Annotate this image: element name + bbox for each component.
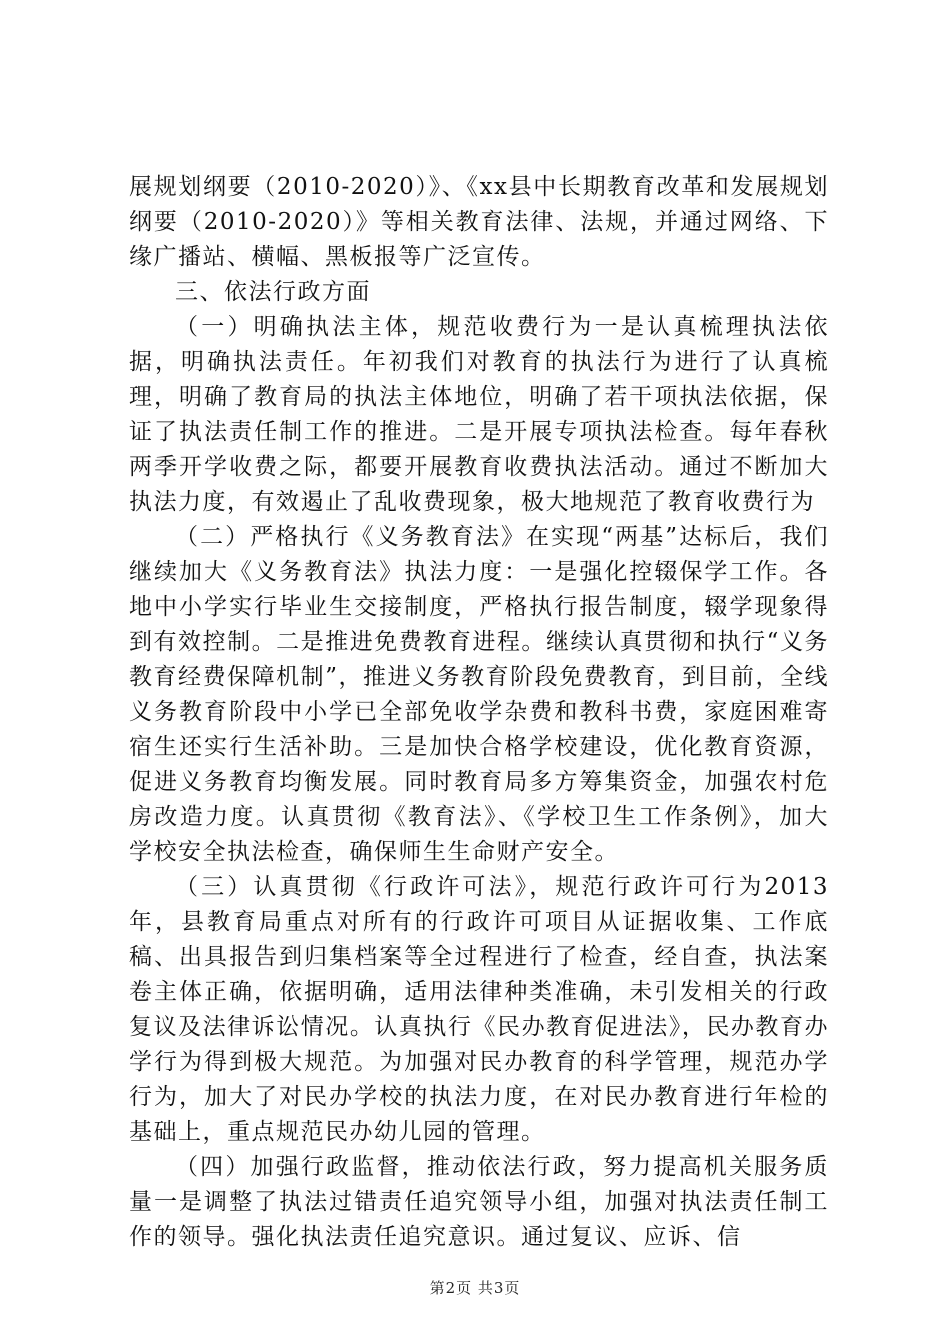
document-body — [129, 170, 829, 1255]
paragraph-item-4: （四）加强行政监督，推动依法行政，努力提高机关服务质量一是调整了执法过错责任追究领导小组，加强对执法责任制工作的领导。强化执法责任追究意识。通过复议、应诉、信 — [129, 1154, 829, 1250]
paragraph-item-2: （二）严格执行《义务教育法》在实现“两基”达标后，我们继续加大《义务教育法》执法力度：一是强化控辍保学工作。各地中小学实行毕业生交接制度，严格执行报告制度，辍学现象得到有效控制。二是推进免费教育进程。继续认真贯彻和执行“义务教育经费保障机制”，推进义务教育阶段免费教育，到目前，全线义务教育阶段中小学已全部免收学杂费和教科书费，家庭困难寄宿生还实行生活补助。三是加快合格学校建设，优化教育资源，促进义务教育均衡发展。同时教育局多方筹集资金，加强农村危房改造力度。认真贯彻《教育法》、《学校卫生工作条例》，加大学校安全执法检查，确保师生生命财产安全。 — [129, 524, 829, 865]
paragraph-continuation: 展规划纲要（2010-2020）》、《xx县中长期教育改革和发展规划纲要（2010-2020）》等相关教育法律、法规，并通过网络、下缘广播站、横幅、黑板报等广泛宣传。 — [129, 174, 829, 270]
page-number-footer: 第2页 共3页 — [429, 1279, 521, 1297]
paragraph-item-1: （一）明确执法主体，规范收费行为一是认真梳理执法依据，明确执法责任。年初我们对教育的执法行为进行了认真梳理，明确了教育局的执法主体地位，明确了若干项执法依据，保证了执法责任制工作的推进。二是开展专项执法检查。每年春秋两季开学收费之际，都要开展教育收费执法活动。通过不断加大执法力度，有效遏止了乱收费现象，极大地规范了教育收费行为 — [129, 314, 829, 515]
section-heading: 三、依法行政方面 — [175, 279, 371, 305]
paragraph-item-3: （三）认真贯彻《行政许可法》，规范行政许可行为2013年，县教育局重点对所有的行政许可项目从证据收集、工作底稿、出具报告到归集档案等全过程进行了检查，经自查，执法案卷主体正确，依据明确，适用法律种类准确，未引发相关的行政复议及法律诉讼情况。认真执行《民办教育促进法》，民办教育办学行为得到极大规范。为加强对民办教育的科学管理，规范办学行为，加大了对民办学校的执法力度，在对民办教育进行年检的基础上，重点规范民办幼儿园的管理。 — [129, 874, 829, 1145]
